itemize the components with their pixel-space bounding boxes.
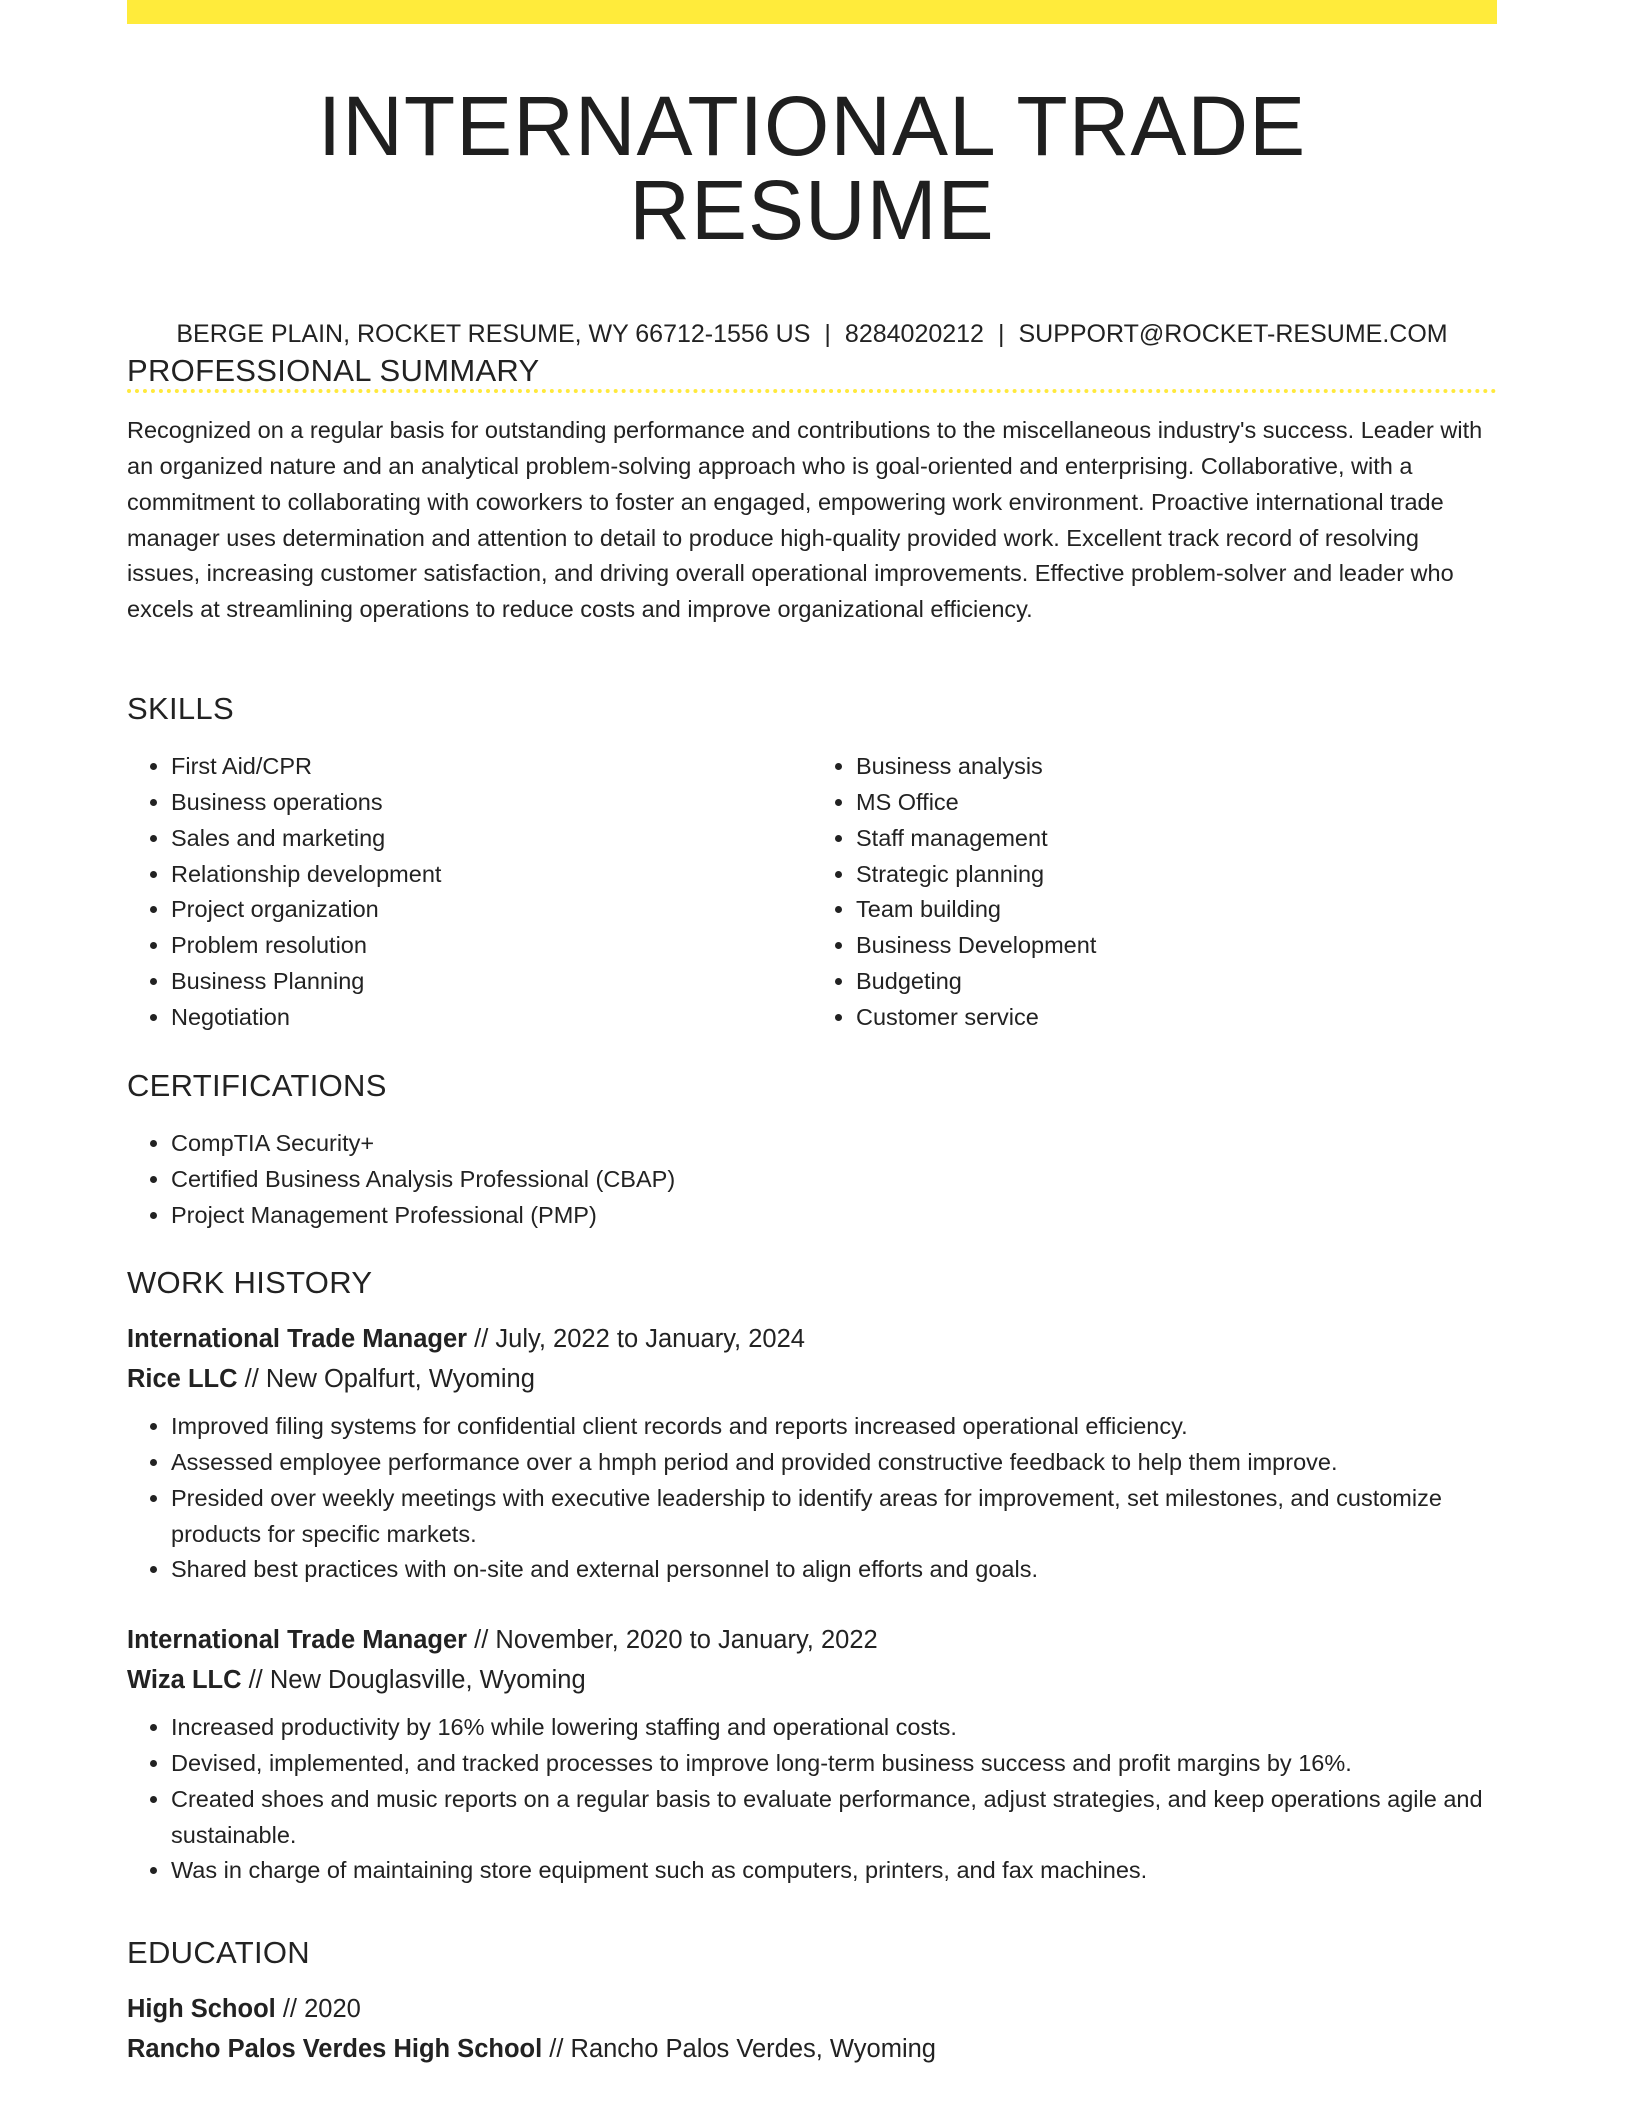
- skill-item: • Budgeting: [856, 964, 1497, 1000]
- skills-section: [127, 690, 1497, 1036]
- job-title: International Trade Manager: [127, 1325, 468, 1354]
- skills-list-left: [127, 749, 812, 1035]
- job-company: Rice LLC: [127, 1365, 238, 1394]
- job-bullet: • Was in charge of maintaining store equipment such as computers, printers, and fax machines.: [171, 1853, 1497, 1889]
- skill-item: • Sales and marketing: [171, 821, 812, 857]
- contact-email: SUPPORT@ROCKET-RESUME.COM: [1018, 320, 1448, 348]
- job-company: Wiza LLC: [127, 1666, 242, 1695]
- job-bullet: • Created shoes and music reports on a regular basis to evaluate performance, adjust strategies, and keep operations agile and sustainable.: [171, 1782, 1497, 1854]
- certifications-heading: CERTIFICATIONS: [127, 1068, 387, 1103]
- certification-item: • CompTIA Security+: [171, 1126, 1497, 1162]
- job-dates: // November, 2020 to January, 2022: [467, 1626, 878, 1655]
- skills-columns: [127, 749, 1497, 1035]
- skill-item: • Customer service: [856, 1000, 1497, 1036]
- job-bullets: [127, 1409, 1497, 1588]
- skill-item: • Business analysis: [856, 749, 1497, 785]
- education-location: // Rancho Palos Verdes, Wyoming: [542, 2035, 936, 2064]
- skill-item: • Staff management: [856, 821, 1497, 857]
- job-entry: [127, 1620, 1497, 1889]
- job-bullet: • Improved filing systems for confidential client records and reports increased operational efficiency.: [171, 1409, 1497, 1445]
- job-location: // New Douglasville, Wyoming: [241, 1666, 586, 1695]
- education-school: Rancho Palos Verdes High School: [127, 2035, 543, 2064]
- skill-item: • Team building: [856, 892, 1497, 928]
- skill-item: • MS Office: [856, 785, 1497, 821]
- job-location: // New Opalfurt, Wyoming: [237, 1365, 535, 1394]
- contact-line: [127, 319, 1497, 349]
- job-bullet: • Shared best practices with on-site and external personnel to align efforts and goals.: [171, 1552, 1497, 1588]
- certifications-section: [127, 1067, 1497, 1234]
- job-bullet: • Devised, implemented, and tracked processes to improve long-term business success and profit margins by 16%.: [171, 1746, 1497, 1782]
- skill-item: • Strategic planning: [856, 857, 1497, 893]
- skills-heading: SKILLS: [127, 691, 234, 726]
- skill-item: • Relationship development: [171, 857, 812, 893]
- job-company-line: [127, 1359, 1497, 1399]
- job-entry: [127, 1319, 1497, 1588]
- certification-item: • Certified Business Analysis Professional (CBAP): [171, 1162, 1497, 1198]
- skill-item: • First Aid/CPR: [171, 749, 812, 785]
- contact-address: BERGE PLAIN, ROCKET RESUME, WY 66712-1556 US: [176, 320, 811, 348]
- summary-text: Recognized on a regular basis for outstanding performance and contributions to the miscellaneous industry's success. Leader with an organized nature and an analytical problem-solving approach who is goal-oriented and enterprising. Collaborative, with a commitment to collaborating with coworkers to foster an engaged, empowering work environment. Proactive international trade manager uses determination and attention to detail to produce high-quality provided work. Excellent track record of resolving issues, increasing customer satisfaction, and driving overall operational improvements. Effective problem-solver and leader who excels at streamlining operations to reduce costs and improve organizational efficiency.: [127, 417, 1483, 623]
- job-title-line: [127, 1319, 1497, 1359]
- skill-item: • Business operations: [171, 785, 812, 821]
- education-degree: High School: [127, 1995, 276, 2024]
- skill-item: • Problem resolution: [171, 928, 812, 964]
- job-bullet: • Increased productivity by 16% while lowering staffing and operational costs.: [171, 1710, 1497, 1746]
- contact-phone: 8284020212: [844, 320, 984, 348]
- skill-item: • Business Planning: [171, 964, 812, 1000]
- job-dates: // July, 2022 to January, 2024: [467, 1325, 805, 1354]
- skill-item: • Project organization: [171, 892, 812, 928]
- certification-item: • Project Management Professional (PMP): [171, 1198, 1497, 1234]
- summary-section: [127, 352, 1497, 628]
- contact-separator: |: [997, 320, 1005, 348]
- work-history-heading: WORK HISTORY: [127, 1265, 373, 1300]
- education-year: // 2020: [275, 1995, 361, 2024]
- job-company-line: [127, 1660, 1497, 1700]
- job-title: International Trade Manager: [127, 1626, 468, 1655]
- education-section: [127, 1934, 1497, 2069]
- job-bullets: [127, 1710, 1497, 1889]
- summary-heading: PROFESSIONAL SUMMARY: [127, 353, 540, 388]
- resume-title: INTERNATIONAL TRADE RESUME: [317, 79, 1307, 257]
- job-title-line: [127, 1620, 1497, 1660]
- top-accent-bar: [127, 0, 1497, 24]
- job-bullet: • Presided over weekly meetings with executive leadership to identify areas for improvement, set milestones, and customize products for specific markets.: [171, 1481, 1497, 1553]
- skill-item: • Business Development: [856, 928, 1497, 964]
- education-school-line: [127, 2029, 1497, 2069]
- skill-item: • Negotiation: [171, 1000, 812, 1036]
- work-history-section: [127, 1264, 1497, 1889]
- resume-page: [127, 0, 1497, 2064]
- skills-list-right: [812, 749, 1497, 1035]
- education-degree-line: [127, 1989, 1497, 2029]
- job-bullet: • Assessed employee performance over a hmph period and provided constructive feedback to help them improve.: [171, 1445, 1497, 1481]
- certifications-list: [127, 1126, 1497, 1233]
- education-entry: [127, 1989, 1497, 2069]
- contact-separator: |: [824, 320, 831, 348]
- education-heading: EDUCATION: [127, 1935, 310, 1970]
